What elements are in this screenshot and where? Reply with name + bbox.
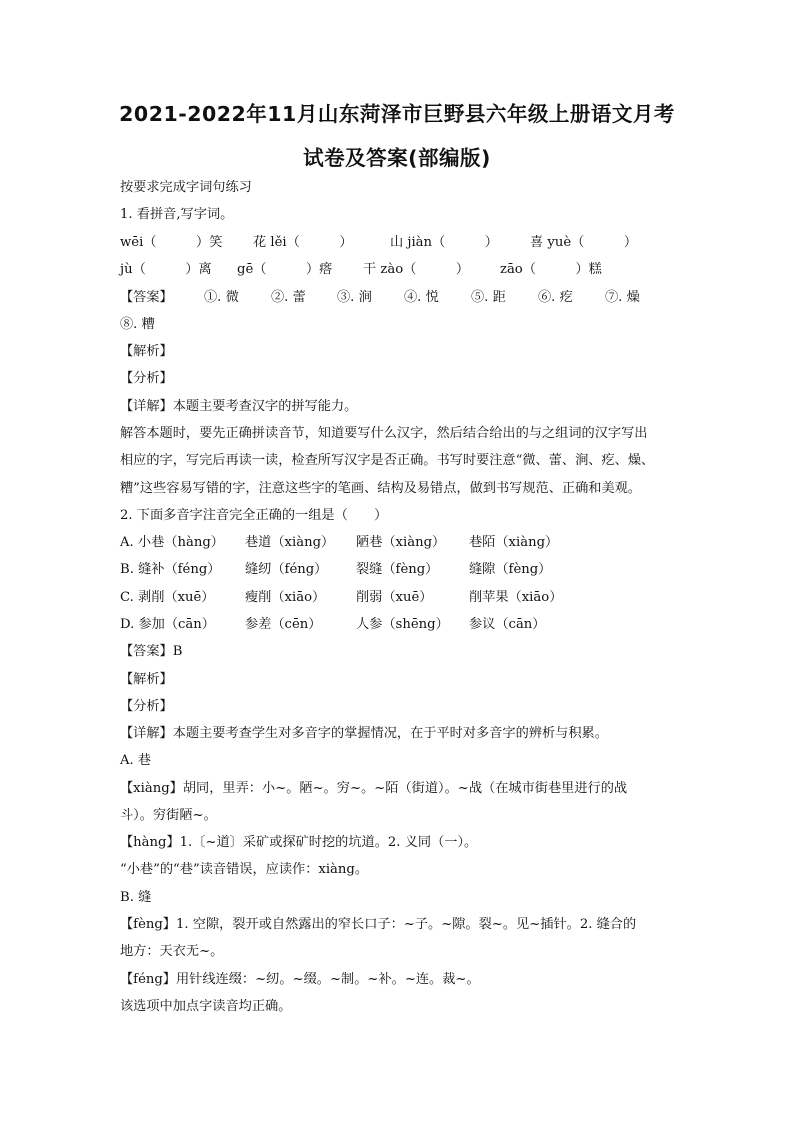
answer-item: ②. 蕾 <box>271 290 306 305</box>
explanation-paragraph: 解答本题时，要先正确拼读音节，知道要写什么汉字，然后结合给出的与之组词的汉字写出 <box>120 426 648 441</box>
option-word: 巷陌（xiàng） <box>469 535 559 550</box>
answer-text: 【答案】B <box>120 644 183 659</box>
definition-line: 【hàng】1.〔~道〕采矿或探矿时挖的坑道。2. 义同（一）。 <box>120 835 478 850</box>
definition-line: 【xiàng】胡同，里弄：小~。陋~。穷~。~陌（街道）。~战（在城市街巷里进行的战 <box>120 781 628 796</box>
option-word: A. 小巷（hàng） <box>120 535 224 550</box>
definition-line: 地方：天衣无~。 <box>120 944 224 959</box>
page-title: 2021-2022年11月山东菏泽市巨野县六年级上册语文月考 <box>119 102 675 126</box>
option-word: 削苹果（xiāo） <box>469 590 563 605</box>
note-line: “小巷”的“巷”读音错误，应读作：xiàng。 <box>120 862 369 877</box>
option-word: 缝隙（fèng） <box>469 562 552 577</box>
answer-item-last: ⑧. 糟 <box>120 317 155 332</box>
pinyin-blank: 山 jiàn（ ） <box>390 235 498 250</box>
pinyin-blank: zāo（ ）糕 <box>500 262 602 277</box>
option-word: 裂缝（fèng） <box>356 562 439 577</box>
analysis-label: 【解析】 <box>120 672 173 687</box>
answer-item: ④. 悦 <box>404 290 439 305</box>
option-word: 参议（cān） <box>469 617 546 632</box>
option-a-heading: A. 巷 <box>120 753 152 768</box>
note-line: 该选项中加点字读音均正确。 <box>120 999 292 1014</box>
option-b-heading: B. 缝 <box>120 890 152 905</box>
option-word: 人参（shēng） <box>356 617 449 632</box>
explanation-paragraph: 相应的字，写完后再读一读，检查所写汉字是否正确。书写时要注意“微、蕾、涧、疙、燥、 <box>120 453 655 468</box>
pinyin-blank: gē（ ）瘩 <box>237 262 333 277</box>
analysis-sub-label: 【分析】 <box>120 699 173 714</box>
option-word: 瘦削（xiāo） <box>245 590 326 605</box>
option-word: 巷道（xiàng） <box>245 535 335 550</box>
option-word: D. 参加（cān） <box>120 617 215 632</box>
explanation-paragraph: 糟”这些容易写错的字，注意这些字的笔画、结构及易错点，做到书写规范、正确和美观。 <box>120 481 642 496</box>
option-word: 参差（cēn） <box>245 617 322 632</box>
analysis-sub-label: 【分析】 <box>120 371 173 386</box>
option-word: 陋巷（xiàng） <box>356 535 446 550</box>
question-2-stem: 2. 下面多音字注音完全正确的一组是（ ） <box>120 508 388 523</box>
option-word: 削弱（xuē） <box>356 590 433 605</box>
option-word: 缝纫（féng） <box>245 562 328 577</box>
answer-item: ⑥. 疙 <box>538 290 573 305</box>
answer-item: ⑦. 燥 <box>605 290 640 305</box>
definition-line: 【fèng】1. 空隙，裂开或自然露出的窄长口子：~子。~隙。裂~。见~插针。2. 缝合的 <box>120 917 637 932</box>
detail-text: 【详解】本题主要考查汉字的拼写能力。 <box>120 399 358 414</box>
answer-item: ③. 涧 <box>337 290 372 305</box>
definition-line: 【féng】用针线连缀：~纫。~缀。~制。~补。~连。裁~。 <box>120 972 480 987</box>
question-1-stem: 1. 看拼音,写字词。 <box>120 207 234 222</box>
definition-line: 斗）。穷街陋~。 <box>120 808 217 823</box>
answer-item: ⑤. 距 <box>471 290 506 305</box>
option-word: B. 缝补（féng） <box>120 562 221 577</box>
page-title-line2: 试卷及答案(部编版) <box>303 146 491 170</box>
pinyin-blank: wēi（ ）笑 <box>120 235 223 250</box>
pinyin-blank: 干 zào（ ） <box>363 262 470 277</box>
pinyin-blank: 花 lěi（ ） <box>253 235 353 250</box>
answer-item: ①. 微 <box>204 290 239 305</box>
answer-label: 【答案】 <box>120 290 173 305</box>
analysis-label: 【解析】 <box>120 344 173 359</box>
pinyin-blank: jù（ ）离 <box>120 262 212 277</box>
section-heading: 按要求完成字词句练习 <box>120 180 252 195</box>
detail-text: 【详解】本题主要考查学生对多音字的掌握情况，在于平时对多音字的辨析与积累。 <box>120 726 608 741</box>
option-word: C. 剥削（xuē） <box>120 590 215 605</box>
pinyin-blank: 喜 yuè（ ） <box>530 235 638 250</box>
